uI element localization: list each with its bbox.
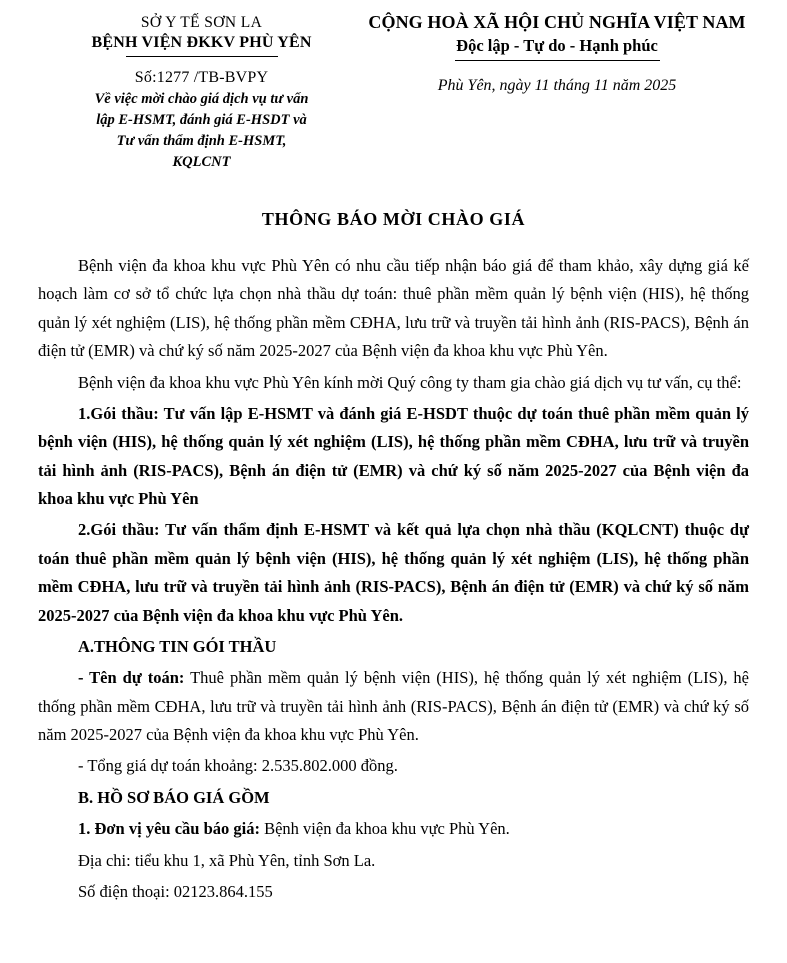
paragraph-package-1 — [38, 400, 749, 514]
paragraph-invitation: Bệnh viện đa khoa khu vực Phù Yên kính mời Quý công ty tham gia chào giá dịch vụ tư vấn, cụ thể: — [78, 372, 742, 392]
place-and-date: Phù Yên, ngày 11 tháng 11 năm 2025 — [437, 77, 677, 94]
document-subheader — [38, 69, 749, 173]
document-subject-line-4: KQLCNT — [172, 154, 231, 171]
estimate-name-label: - Tên dự toán: — [78, 668, 185, 688]
country-motto: Độc lập - Tự do - Hạnh phúc — [456, 36, 658, 55]
document-subject-line-2: lập E-HSMT, đánh giá E-HSDT và — [96, 112, 307, 129]
page-title: THÔNG BÁO MỜI CHÀO GIÁ — [261, 209, 526, 230]
package-2-label: 2.Gói thầu: — [78, 520, 160, 540]
document-subject-line-3: Tư vấn thẩm định E-HSMT, — [116, 133, 287, 150]
country-name: CỘNG HOÀ XÃ HỘI CHỦ NGHĨA VIỆT NAM — [368, 12, 746, 32]
package-2-text: Tư vấn thẩm định E-HSMT và kết quả lựa chọn nhà thầu (KQLCNT) thuộc dự toán thuê phần mềm quản lý bệnh viện (HIS), hệ thống quản lý xét nghiệm (LIS), hệ thống phần mềm CĐHA, lưu trữ và truyền tải hình ảnh (RIS-PACS), Bệnh án điện tử (EMR) và chứ ký số năm 2025-2027 của Bệnh viện đa khoa khu vực Phù Yên. — [38, 520, 750, 625]
paragraph-requesting-unit — [38, 815, 749, 843]
package-1-label: 1.Gói thầu: — [78, 403, 159, 423]
document-reference-block — [38, 69, 365, 173]
requesting-unit-label: 1. Đơn vị yêu cầu báo giá: — [78, 819, 260, 839]
department-name: SỞ Y TẾ SƠN LA — [140, 14, 263, 31]
document-header — [38, 10, 749, 61]
header-right-block — [365, 10, 749, 61]
header-left-block — [38, 10, 365, 57]
place-date-block — [365, 69, 749, 95]
header-left-divider — [126, 56, 278, 57]
paragraph-phone: Số điện thoại: 02123.864.155 — [78, 881, 273, 901]
document-number: Số:1277 /TB-BVPY — [134, 69, 269, 86]
header-right-divider — [455, 60, 660, 61]
paragraph-package-2 — [38, 516, 749, 630]
document-body — [38, 252, 749, 906]
estimate-name-text: Thuê phần mềm quản lý bệnh viện (HIS), hệ thống quản lý xét nghiệm (LIS), hệ thống phần mềm CĐHA, lưu trữ và truyền tải hình ảnh (RIS-PACS), Bệnh án điện tử (EMR) và chứ ký số năm 2025-2027 của Bệnh viện đa khoa khu vực Phù Yên. — [38, 668, 749, 745]
paragraph-intro: Bệnh viện đa khoa khu vực Phù Yên có nhu cầu tiếp nhận báo giá để tham khảo, xây dựng giá kế hoạch làm cơ sở tổ chức lựa chọn nhà thầu dự toán: thuê phần mềm quản lý bệnh viện (HIS), hệ thống quản lý xét nghiệm (LIS), hệ thống phần mềm CĐHA, lưu trữ và truyền tải hình ảnh (RIS-PACS), Bệnh án điện tử (EMR) và chứ ký số năm 2025-2027 của Bệnh viện đa khoa khu vực Phù Yên. — [38, 256, 749, 361]
package-1-text: Tư vấn lập E-HSMT và đánh giá E-HSDT thuộc dự toán thuê phần mềm quản lý bệnh viện (HIS), hệ thống quản lý xét nghiệm (LIS), hệ thống phần mềm CĐHA, lưu trữ và truyền tải hình ảnh (RIS-PACS), Bệnh án điện tử (EMR) và chứ ký số năm 2025-2027 của Bệnh viện đa khoa khu vực Phù Yên — [38, 403, 750, 509]
document-subject — [38, 89, 365, 173]
paragraph-address: Địa chi: tiểu khu 1, xã Phù Yên, tỉnh Sơn La. — [78, 850, 376, 870]
paragraph-estimate-name — [38, 664, 749, 749]
requesting-unit-text: Bệnh viện đa khoa khu vực Phù Yên. — [264, 819, 510, 839]
paragraph-total-value: - Tổng giá dự toán khoảng: 2.535.802.000 đồng. — [78, 756, 398, 776]
hospital-name: BỆNH VIỆN ĐKKV PHÙ YÊN — [91, 34, 312, 51]
section-heading-a: A.THÔNG TIN GÓI THẦU — [78, 636, 277, 656]
section-heading-b: B. HỒ SƠ BÁO GIÁ GỒM — [78, 787, 270, 807]
document-subject-line-1: Về việc mời chào giá dịch vụ tư vấn — [94, 91, 309, 107]
